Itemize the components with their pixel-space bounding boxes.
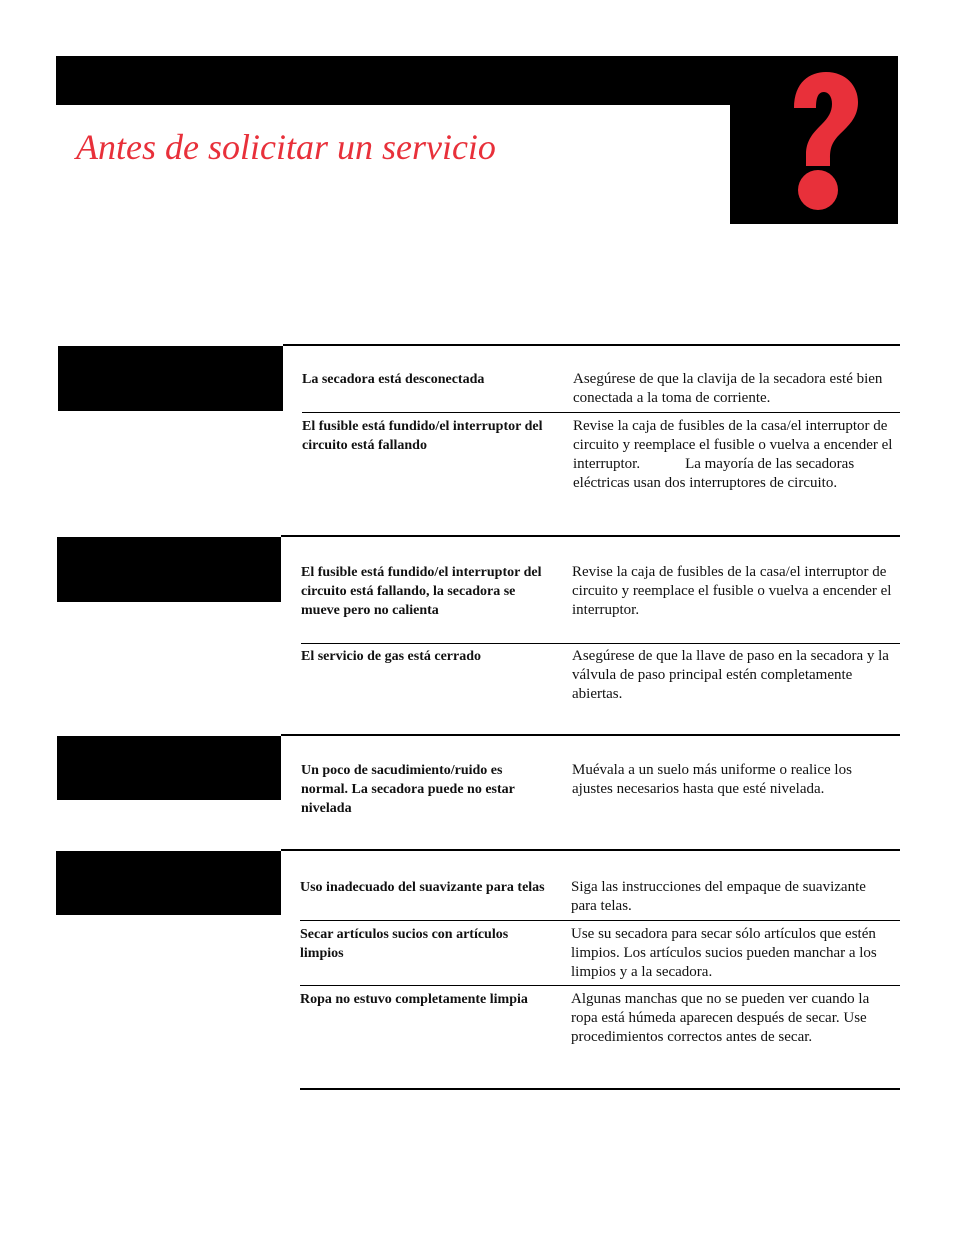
row-divider	[301, 643, 900, 644]
page-title: Antes de solicitar un servicio	[76, 127, 496, 167]
table-bottom-rule	[300, 1088, 900, 1090]
row-divider	[300, 985, 900, 986]
section-header-block	[57, 736, 281, 800]
cause-text: Un poco de sacudimiento/ruido es normal. La secadora puede no estar nivelada	[301, 763, 515, 816]
section-top-rule	[281, 734, 900, 736]
cause-text: El servicio de gas está cerrado	[301, 649, 482, 664]
section-header-block	[58, 346, 283, 411]
cause-text: La secadora está desconectada	[302, 372, 485, 387]
cause-text: El fusible está fundido/el interruptor del circuito está fallando, la secadora se mueve pero no calienta	[301, 565, 542, 618]
cause-text: Ropa no estuvo completamente limpia	[300, 992, 528, 1007]
remedy-text: Revise la caja de fusibles de la casa/el interruptor de circuito y reemplace el fusible o vuelva a encender el interruptor.	[572, 564, 892, 618]
row-divider	[300, 920, 900, 921]
row-divider	[302, 412, 900, 413]
cause-text: El fusible está fundido/el interruptor del circuito está fallando	[302, 419, 543, 453]
remedy-text: Muévala a un suelo más uniforme o realice los ajustes necesarios hasta que esté nivelada.	[572, 762, 852, 797]
remedy-text: Algunas manchas que no se pueden ver cuando la ropa está húmeda aparecen después de secar. Use procedimientos correctos antes de secar.	[571, 991, 870, 1045]
remedy-text: Siga las instrucciones del empaque de suavizante para telas.	[571, 879, 866, 914]
section-top-rule	[283, 344, 900, 346]
section-top-rule	[281, 849, 900, 851]
remedy-text: Asegúrese de que la llave de paso en la secadora y la válvula de paso principal estén completamente abiertas.	[572, 648, 889, 702]
cause-text: Uso inadecuado del suavizante para telas	[300, 880, 545, 895]
remedy-text: Use su secadora para secar sólo artículos que estén limpios. Los artículos sucios pueden manchar a los limpios y a la secadora.	[571, 926, 877, 980]
section-header-block	[57, 537, 281, 602]
remedy-text: Revise la caja de fusibles de la casa/el interruptor de circuito y reemplace el fusible o vuelva a encender el interruptor. La mayoría de las secadoras eléctricas usan dos interruptores de circuito.	[573, 418, 897, 491]
cause-text: Secar artículos sucios con artículos limpios	[300, 927, 509, 961]
question-mark-icon	[730, 56, 898, 224]
section-top-rule	[281, 535, 900, 537]
remedy-text: Asegúrese de que la clavija de la secadora esté bien conectada a la toma de corriente.	[573, 371, 883, 406]
section-header-block	[56, 851, 281, 915]
